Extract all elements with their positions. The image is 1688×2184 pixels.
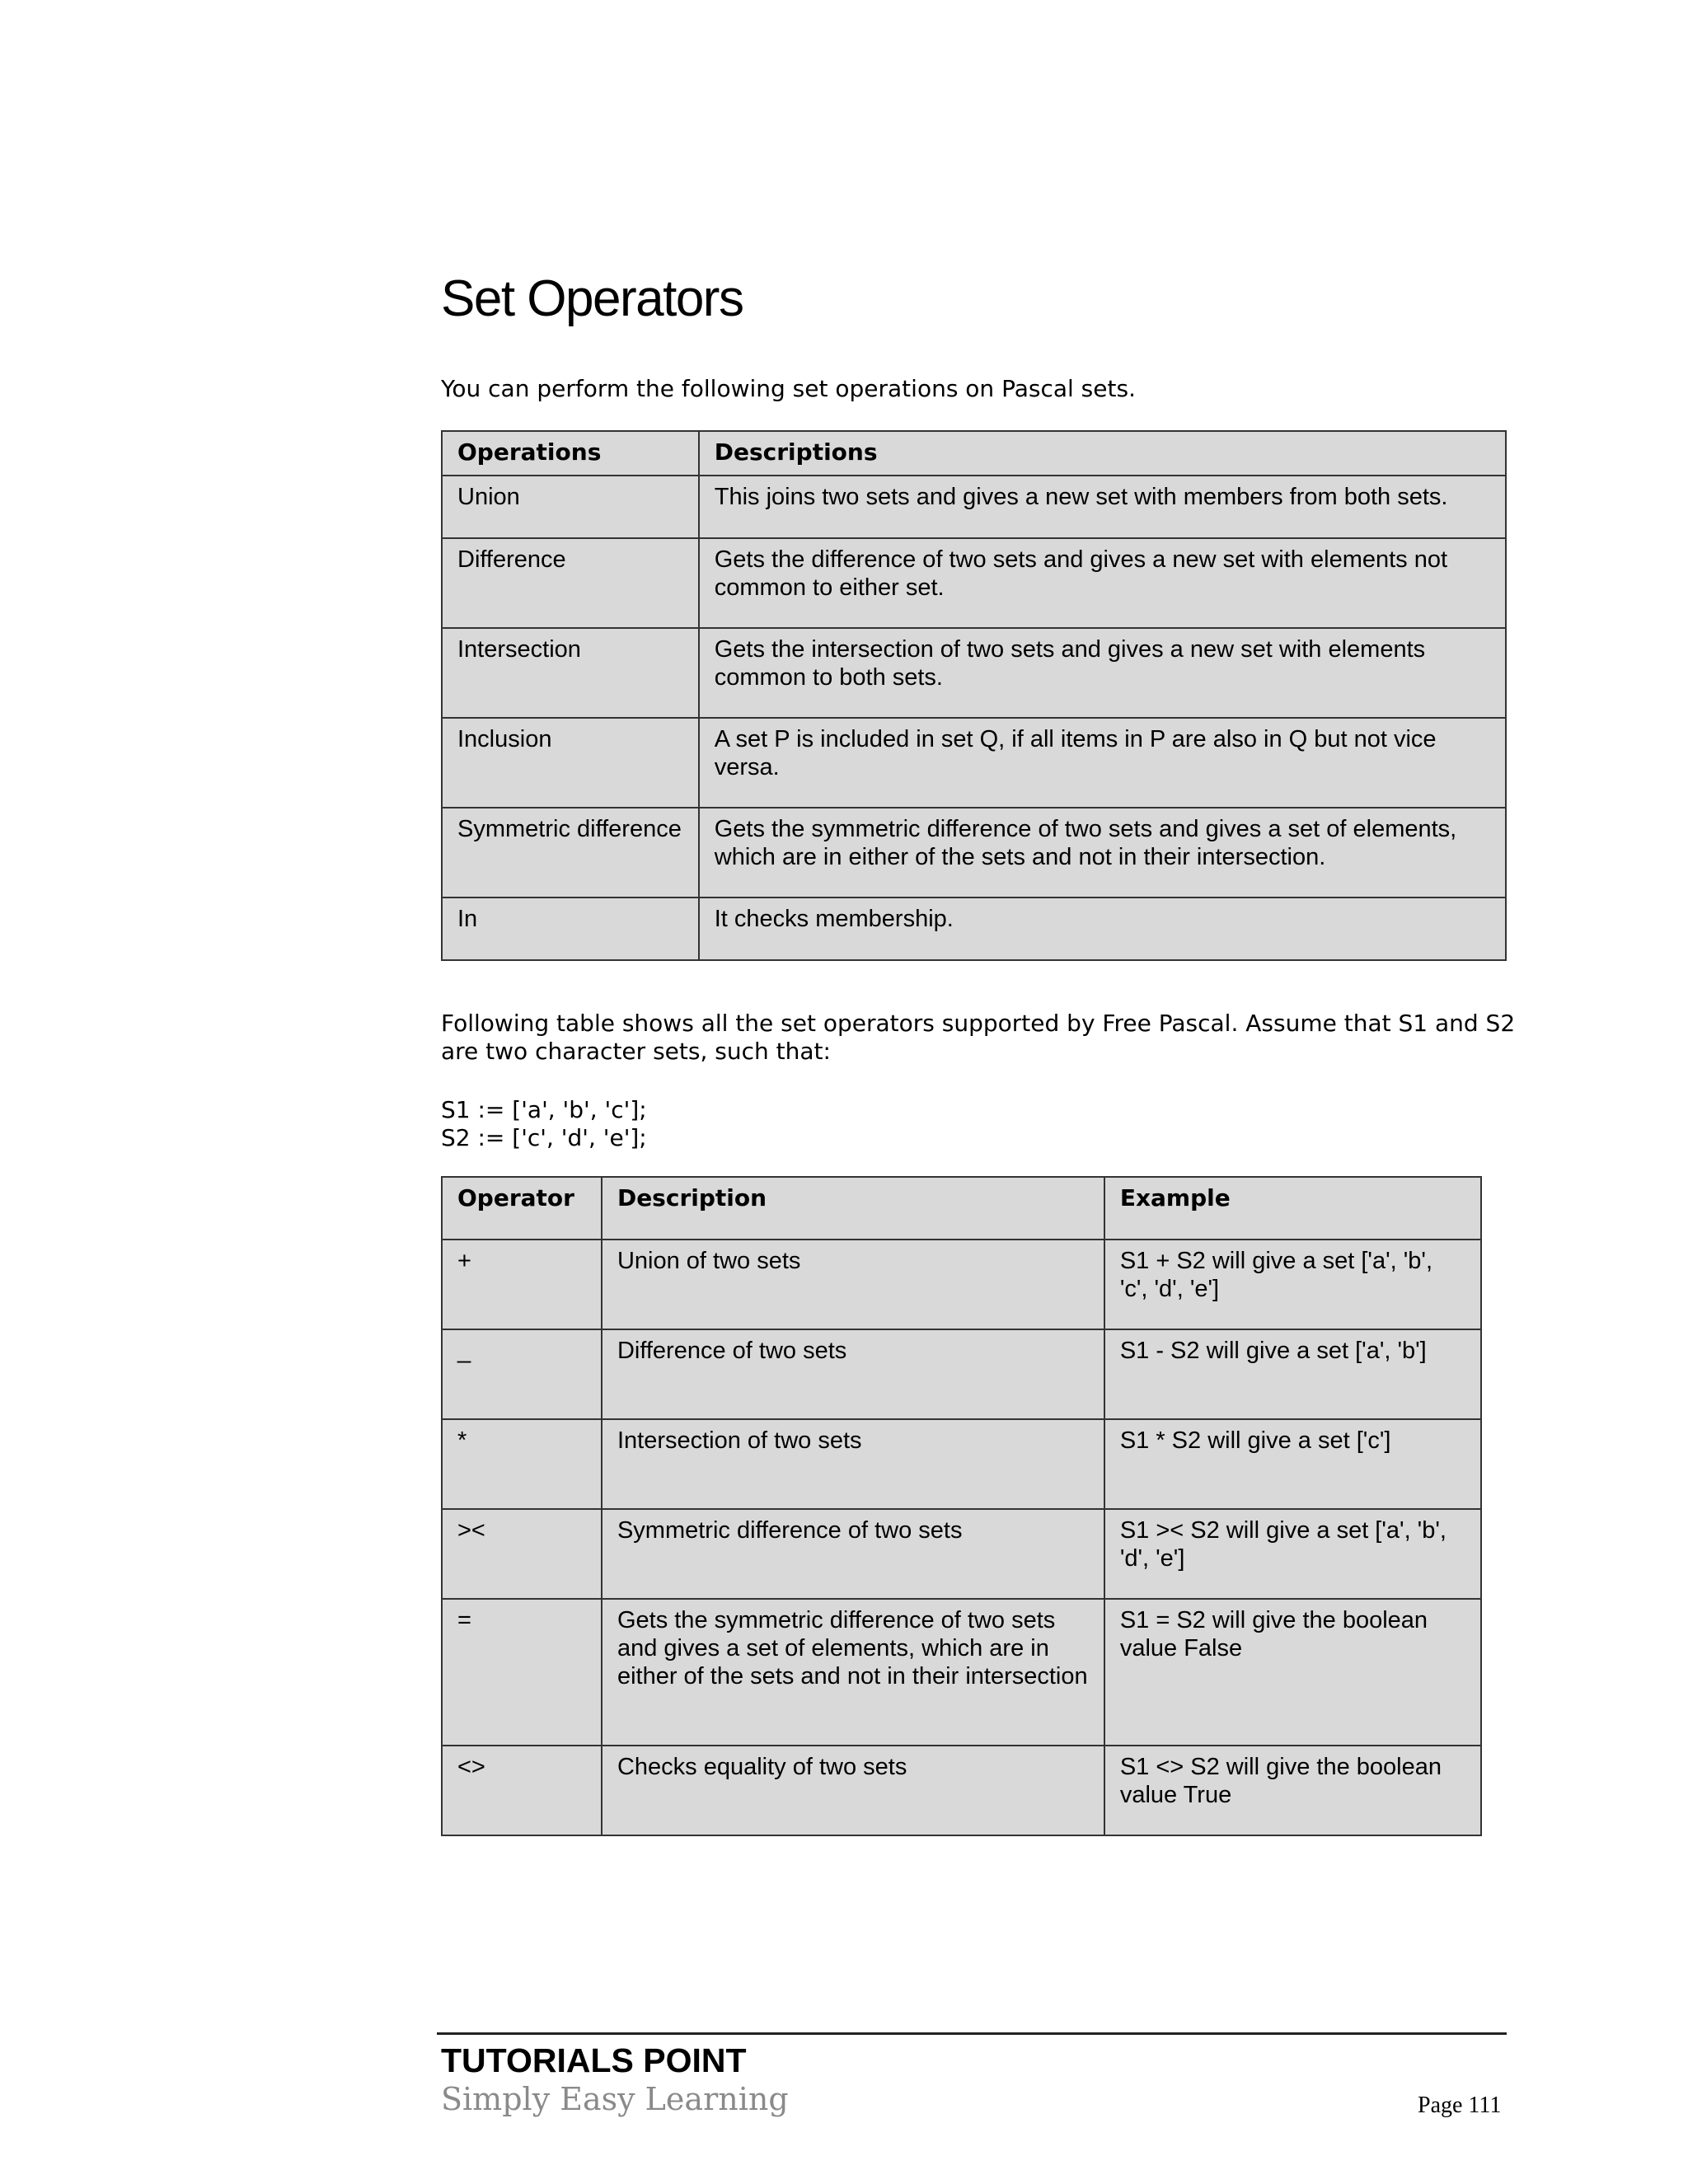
table-row — [442, 1329, 1481, 1419]
operator-cell: = — [442, 1599, 602, 1746]
description-cell: Symmetric difference of two sets — [602, 1509, 1104, 1599]
following-text: Following table shows all the set operators supported by Free Pascal. Assume that S1 and S2 are two character sets, such that: — [441, 1010, 1516, 1065]
page-number: Page 111 — [1418, 2093, 1502, 2118]
table-row — [442, 1509, 1481, 1599]
description-cell: A set P is included in set Q, if all items in P are also in Q but not vice versa. — [699, 718, 1506, 808]
example-cell: S1 * S2 will give a set ['c'] — [1104, 1419, 1481, 1509]
table-row — [442, 1419, 1481, 1509]
table-row — [442, 628, 1506, 718]
column-header: Operations — [442, 431, 699, 476]
table-row — [442, 718, 1506, 808]
table-row — [442, 808, 1506, 898]
operation-cell: Inclusion — [442, 718, 699, 808]
table-header-row — [442, 431, 1506, 476]
intro-text: You can perform the following set operations on Pascal sets. — [441, 375, 1136, 402]
code-line: S1 := ['a', 'b', 'c']; — [441, 1096, 647, 1123]
operation-cell: Symmetric difference — [442, 808, 699, 898]
example-cell: S1 + S2 will give a set ['a', 'b', 'c', 'd', 'e'] — [1104, 1240, 1481, 1329]
example-cell: S1 >< S2 will give a set ['a', 'b', 'd', 'e'] — [1104, 1509, 1481, 1599]
footer-tagline: Simply Easy Learning — [441, 2081, 789, 2117]
operator-cell: * — [442, 1419, 602, 1509]
example-cell: S1 <> S2 will give the boolean value True — [1104, 1746, 1481, 1835]
example-cell: S1 - S2 will give a set ['a', 'b'] — [1104, 1329, 1481, 1419]
table-row — [442, 1599, 1481, 1746]
description-cell: It checks membership. — [699, 898, 1506, 960]
description-cell: Intersection of two sets — [602, 1419, 1104, 1509]
column-header: Operator — [442, 1177, 602, 1240]
description-cell: Gets the intersection of two sets and gives a new set with elements common to both sets. — [699, 628, 1506, 718]
description-cell: Gets the symmetric difference of two sets and gives a set of elements, which are in either of the sets and not in their intersection — [602, 1599, 1104, 1746]
description-cell: Gets the difference of two sets and gives a new set with elements not common to either set. — [699, 538, 1506, 628]
footer-brand: TUTORIALS POINT — [441, 2041, 747, 2079]
description-cell: Checks equality of two sets — [602, 1746, 1104, 1835]
operation-cell: Union — [442, 476, 699, 538]
operator-cell: _ — [442, 1329, 602, 1419]
example-cell: S1 = S2 will give the boolean value False — [1104, 1599, 1481, 1746]
table-row — [442, 476, 1506, 538]
operation-cell: In — [442, 898, 699, 960]
table-row — [442, 538, 1506, 628]
description-cell: Gets the symmetric difference of two sets and gives a set of elements, which are in either of the sets and not in their intersection. — [699, 808, 1506, 898]
operation-cell: Difference — [442, 538, 699, 628]
operator-cell: + — [442, 1240, 602, 1329]
table-header-row — [442, 1177, 1481, 1240]
code-line: S2 := ['c', 'd', 'e']; — [441, 1124, 647, 1151]
description-cell: Union of two sets — [602, 1240, 1104, 1329]
operator-cell: <> — [442, 1746, 602, 1835]
code-block — [441, 1096, 647, 1152]
table-row — [442, 898, 1506, 960]
table-row — [442, 1746, 1481, 1835]
description-cell: This joins two sets and gives a new set with members from both sets. — [699, 476, 1506, 538]
description-cell: Difference of two sets — [602, 1329, 1104, 1419]
operations-table — [441, 430, 1507, 961]
column-header: Description — [602, 1177, 1104, 1240]
operators-table — [441, 1176, 1482, 1836]
column-header: Example — [1104, 1177, 1481, 1240]
operation-cell: Intersection — [442, 628, 699, 718]
operator-cell: >< — [442, 1509, 602, 1599]
table-row — [442, 1240, 1481, 1329]
footer-divider — [437, 2032, 1507, 2035]
page-title: Set Operators — [441, 270, 743, 327]
column-header: Descriptions — [699, 431, 1506, 476]
